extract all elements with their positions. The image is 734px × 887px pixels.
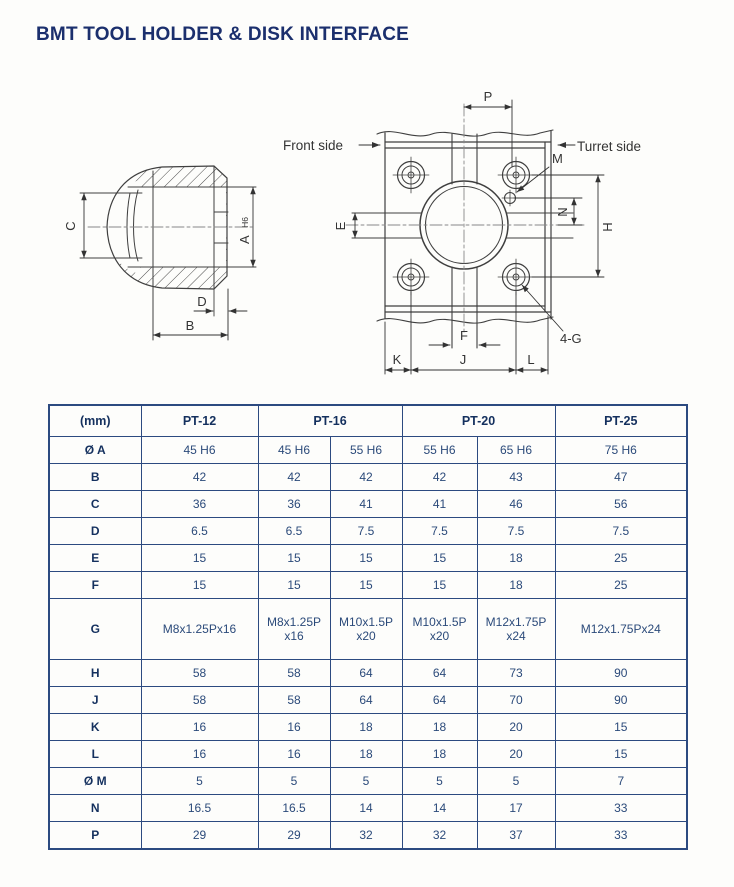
spec-cell: 45 H6	[258, 437, 330, 464]
spec-cell: 18	[402, 741, 477, 768]
side-view	[63, 166, 256, 340]
col-header-pt16: PT-16	[258, 405, 402, 437]
spec-cell: 64	[330, 687, 402, 714]
dim-label-a: A	[237, 235, 252, 244]
table-row	[49, 545, 687, 572]
spec-cell: 64	[330, 660, 402, 687]
spec-cell: 55 H6	[330, 437, 402, 464]
spec-cell: 36	[141, 491, 258, 518]
spec-cell: 58	[141, 660, 258, 687]
spec-cell: 14	[402, 795, 477, 822]
spec-cell: 90	[555, 660, 687, 687]
col-header-pt12: PT-12	[141, 405, 258, 437]
row-label: K	[49, 714, 141, 741]
table-row	[49, 795, 687, 822]
spec-cell: 7	[555, 768, 687, 795]
table-row	[49, 687, 687, 714]
spec-cell: 7.5	[555, 518, 687, 545]
spec-cell: M8x1.25P x16	[258, 599, 330, 660]
spec-cell: 15	[555, 741, 687, 768]
spec-cell: 18	[477, 545, 555, 572]
vertical-slot	[452, 134, 477, 348]
spec-cell: 47	[555, 464, 687, 491]
spec-cell: 58	[258, 687, 330, 714]
spec-cell: 5	[258, 768, 330, 795]
table-row	[49, 741, 687, 768]
row-label: P	[49, 822, 141, 850]
table-row	[49, 491, 687, 518]
spec-cell: 64	[402, 687, 477, 714]
spec-cell: 25	[555, 545, 687, 572]
spec-cell: 75 H6	[555, 437, 687, 464]
spec-cell: 7.5	[402, 518, 477, 545]
spec-cell: 16	[141, 741, 258, 768]
dim-label-d: D	[197, 294, 207, 309]
spec-cell: 15	[258, 545, 330, 572]
spec-cell: 65 H6	[477, 437, 555, 464]
bolt-spec-label: 4-G	[560, 331, 582, 346]
row-label: L	[49, 741, 141, 768]
spec-cell: 15	[402, 545, 477, 572]
dim-label-e: E	[333, 221, 348, 231]
spec-cell: 5	[330, 768, 402, 795]
spec-cell: 7.5	[477, 518, 555, 545]
dim-label-l: L	[527, 352, 535, 367]
spec-cell: 25	[555, 572, 687, 599]
spec-cell: 41	[330, 491, 402, 518]
dim-label-c: C	[63, 221, 78, 231]
table-row	[49, 464, 687, 491]
spec-cell: 56	[555, 491, 687, 518]
table-row	[49, 714, 687, 741]
spec-cell: M12x1.75Px24	[555, 599, 687, 660]
dim-label-n: N	[555, 207, 570, 217]
col-header-pt20: PT-20	[402, 405, 555, 437]
spec-cell: 33	[555, 795, 687, 822]
col-header-unit: (mm)	[49, 405, 141, 437]
spec-cell: 15	[330, 572, 402, 599]
spec-cell: 15	[141, 572, 258, 599]
table-row	[49, 822, 687, 850]
spec-cell: 15	[330, 545, 402, 572]
row-label: E	[49, 545, 141, 572]
dim-label-p: P	[483, 89, 493, 104]
spec-cell: 64	[402, 660, 477, 687]
spec-cell: 18	[330, 741, 402, 768]
spec-cell: 37	[477, 822, 555, 850]
spec-cell: 90	[555, 687, 687, 714]
row-label: Ø M	[49, 768, 141, 795]
row-label: G	[49, 599, 141, 660]
spec-cell: 5	[402, 768, 477, 795]
svg-text:A H6	[236, 217, 253, 244]
spec-cell: 5	[477, 768, 555, 795]
spec-cell: 16	[258, 741, 330, 768]
spec-cell: 32	[330, 822, 402, 850]
spec-cell: 18	[330, 714, 402, 741]
spec-table	[48, 404, 688, 850]
spec-cell: 58	[141, 687, 258, 714]
spec-cell: 16	[258, 714, 330, 741]
spec-cell: M12x1.75P x24	[477, 599, 555, 660]
spec-cell: 46	[477, 491, 555, 518]
spec-cell: 42	[330, 464, 402, 491]
row-label: Ø A	[49, 437, 141, 464]
front-side-label: Front side	[283, 138, 344, 153]
table-row	[49, 768, 687, 795]
dim-label-f: F	[460, 328, 468, 343]
dim-label-b: B	[185, 318, 195, 333]
table-row	[49, 437, 687, 464]
row-label: F	[49, 572, 141, 599]
dim-label-m: M	[552, 151, 563, 166]
spec-cell: 15	[555, 714, 687, 741]
spec-cell: 18	[402, 714, 477, 741]
spec-cell: 17	[477, 795, 555, 822]
dim-label-j: J	[459, 352, 467, 367]
spec-cell: 15	[141, 545, 258, 572]
spec-cell: 43	[477, 464, 555, 491]
spec-cell: 73	[477, 660, 555, 687]
spec-cell: 33	[555, 822, 687, 850]
col-header-pt25: PT-25	[555, 405, 687, 437]
spec-cell: 29	[258, 822, 330, 850]
spec-cell: 16	[141, 714, 258, 741]
tool-holder-diagram	[0, 60, 734, 400]
row-label: N	[49, 795, 141, 822]
dim-label-h: H	[600, 222, 615, 232]
spec-table-body	[49, 437, 687, 850]
spec-cell: 14	[330, 795, 402, 822]
spec-cell: 5	[141, 768, 258, 795]
row-label: D	[49, 518, 141, 545]
row-label: J	[49, 687, 141, 714]
bolt-hole-bottom-right	[498, 259, 534, 295]
spec-cell: 42	[402, 464, 477, 491]
bolt-hole-bottom-left	[393, 259, 429, 295]
spec-cell: M10x1.5P x20	[330, 599, 402, 660]
bolt-hole-top-right	[498, 157, 534, 193]
spec-cell: 6.5	[258, 518, 330, 545]
table-row	[49, 660, 687, 687]
table-row	[49, 599, 687, 660]
spec-cell: 42	[141, 464, 258, 491]
break-line-top	[377, 130, 553, 136]
spec-cell: 70	[477, 687, 555, 714]
spec-cell: 41	[402, 491, 477, 518]
spec-cell: 15	[402, 572, 477, 599]
spec-cell: 32	[402, 822, 477, 850]
row-label: C	[49, 491, 141, 518]
spec-cell: 55 H6	[402, 437, 477, 464]
table-row	[49, 518, 687, 545]
spec-cell: 7.5	[330, 518, 402, 545]
break-line-bottom	[377, 317, 553, 323]
spec-cell: 20	[477, 741, 555, 768]
spec-cell: 16.5	[258, 795, 330, 822]
spec-cell: 36	[258, 491, 330, 518]
spec-cell: 6.5	[141, 518, 258, 545]
spec-cell: 16.5	[141, 795, 258, 822]
spec-cell: 15	[258, 572, 330, 599]
bolt-hole-top-left	[393, 157, 429, 193]
bolt-holes	[393, 157, 534, 295]
technical-drawing	[0, 60, 734, 400]
spec-cell: M10x1.5P x20	[402, 599, 477, 660]
table-row	[49, 572, 687, 599]
spec-cell: M8x1.25Px16	[141, 599, 258, 660]
spec-cell: 18	[477, 572, 555, 599]
front-view	[283, 89, 641, 374]
spec-cell: 29	[141, 822, 258, 850]
turret-side-label: Turret side	[577, 139, 642, 154]
row-label: B	[49, 464, 141, 491]
page-title: BMT TOOL HOLDER & DISK INTERFACE	[36, 24, 410, 45]
spec-cell: 58	[258, 660, 330, 687]
spec-cell: 20	[477, 714, 555, 741]
dim-label-k: K	[392, 352, 402, 367]
table-header-row	[49, 405, 687, 437]
row-label: H	[49, 660, 141, 687]
spec-cell: 42	[258, 464, 330, 491]
dim-label-a-tolerance: H6	[240, 217, 250, 228]
spec-cell: 45 H6	[141, 437, 258, 464]
